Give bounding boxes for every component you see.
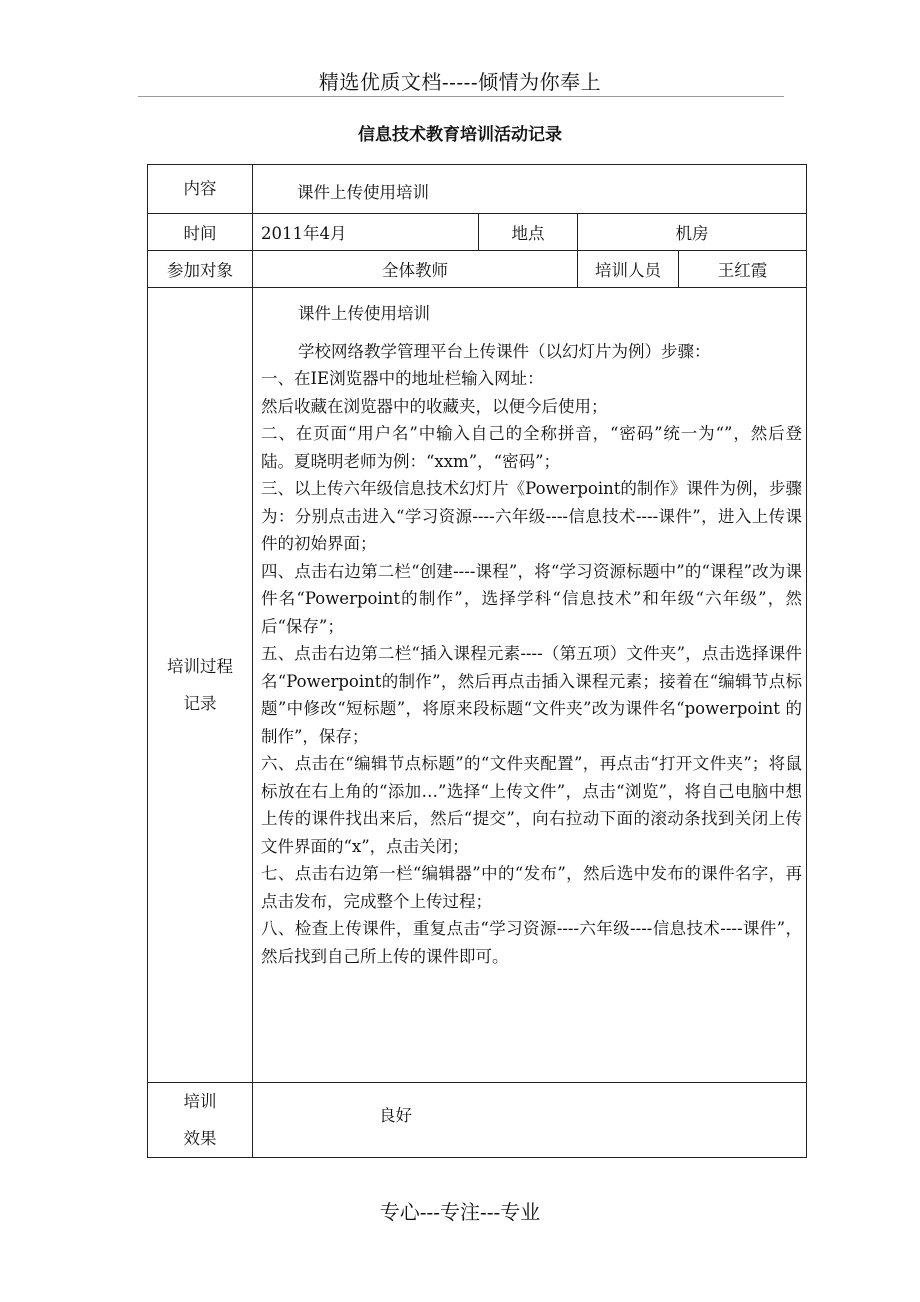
process-step: 二、在页面“用户名”中输入自己的全称拼音，“密码”统一为“”，然后登陆。夏晓明老师为例：“xxm”，“密码”； bbox=[261, 424, 802, 471]
time-value: 2011年4月 bbox=[253, 214, 479, 251]
process-step: 然后收藏在浏览器中的收藏夹，以便今后使用； bbox=[261, 396, 608, 416]
process-label bbox=[148, 288, 253, 1083]
header-divider bbox=[138, 96, 784, 97]
process-step: 七、点击右边第一栏“编辑器”中的“发布”，然后选中发布的课件名字，再点击发布，完成整个上传过程； bbox=[261, 864, 802, 911]
effect-value: 良好 bbox=[253, 1083, 807, 1158]
row-time bbox=[148, 214, 807, 251]
row-process bbox=[148, 288, 807, 1083]
training-record-table bbox=[147, 164, 807, 1158]
document-title: 信息技术教育培训活动记录 bbox=[358, 125, 562, 145]
place-value: 机房 bbox=[578, 214, 807, 251]
process-step: 三、以上传六年级信息技术幻灯片《Powerpoint的制作》课件为例，步骤为：分别点击进入“学习资源----六年级----信息技术----课件”，进入上传课件的初始界面； bbox=[261, 479, 802, 553]
process-label-line2: 记录 bbox=[183, 694, 217, 713]
participants-value: 全体教师 bbox=[253, 251, 578, 288]
effect-label-line2: 效果 bbox=[183, 1129, 217, 1148]
participants-label: 参加对象 bbox=[148, 251, 253, 288]
process-step: 五、点击右边第二栏“插入课程元素----（第五项）文件夹”，点击选择课件名“Powerpoint的制作”，然后再点击插入课程元素；接着在“编辑节点标题”中修改“短标题”，将原来段标题“文件夹”改为课件名“powerpoint 的制作”，保存； bbox=[261, 644, 802, 746]
effect-label bbox=[148, 1083, 253, 1158]
process-step: 一、在IE浏览器中的地址栏输入网址： bbox=[261, 369, 544, 388]
content-value: 课件上传使用培训 bbox=[253, 165, 807, 214]
page-header: 精选优质文档-----倾情为你奉上 bbox=[318, 70, 602, 94]
process-intro: 学校网络教学管理平台上传课件（以幻灯片为例）步骤： bbox=[298, 341, 711, 361]
process-step: 六、点击在“编辑节点标题”的“文件夹配置”，再点击“打开文件夹”；将鼠标放在右上角的“添加…”选择“上传文件”，点击“浏览”，将自己电脑中想上传的课件找出来后，然后“提交”，向右拉动下面的滚动条找到关闭上传文件界面的“x”，点击关闭； bbox=[261, 754, 802, 856]
page-footer: 专心---专注---专业 bbox=[379, 1200, 541, 1224]
row-participants bbox=[148, 251, 807, 288]
process-step: 四、点击右边第二栏“创建----课程”，将“学习资源标题中”的“课程”改为课件名“Powerpoint的制作”，选择学科“信息技术”和年级“六年级”，然后“保存”； bbox=[261, 561, 802, 636]
process-step: 八、检查上传课件，重复点击“学习资源----六年级----信息技术----课件”，然后找到自己所上传的课件即可。 bbox=[261, 919, 802, 966]
row-effect bbox=[148, 1083, 807, 1158]
effect-label-line1: 培训 bbox=[183, 1092, 217, 1111]
row-content bbox=[148, 165, 807, 214]
place-label: 地点 bbox=[479, 214, 578, 251]
time-label: 时间 bbox=[148, 214, 253, 251]
trainer-label: 培训人员 bbox=[578, 251, 679, 288]
content-label: 内容 bbox=[148, 165, 253, 214]
process-record bbox=[253, 288, 807, 1083]
process-label-line1: 培训过程 bbox=[167, 657, 233, 676]
trainer-value: 王红霞 bbox=[679, 251, 807, 288]
process-title: 课件上传使用培训 bbox=[298, 304, 430, 323]
